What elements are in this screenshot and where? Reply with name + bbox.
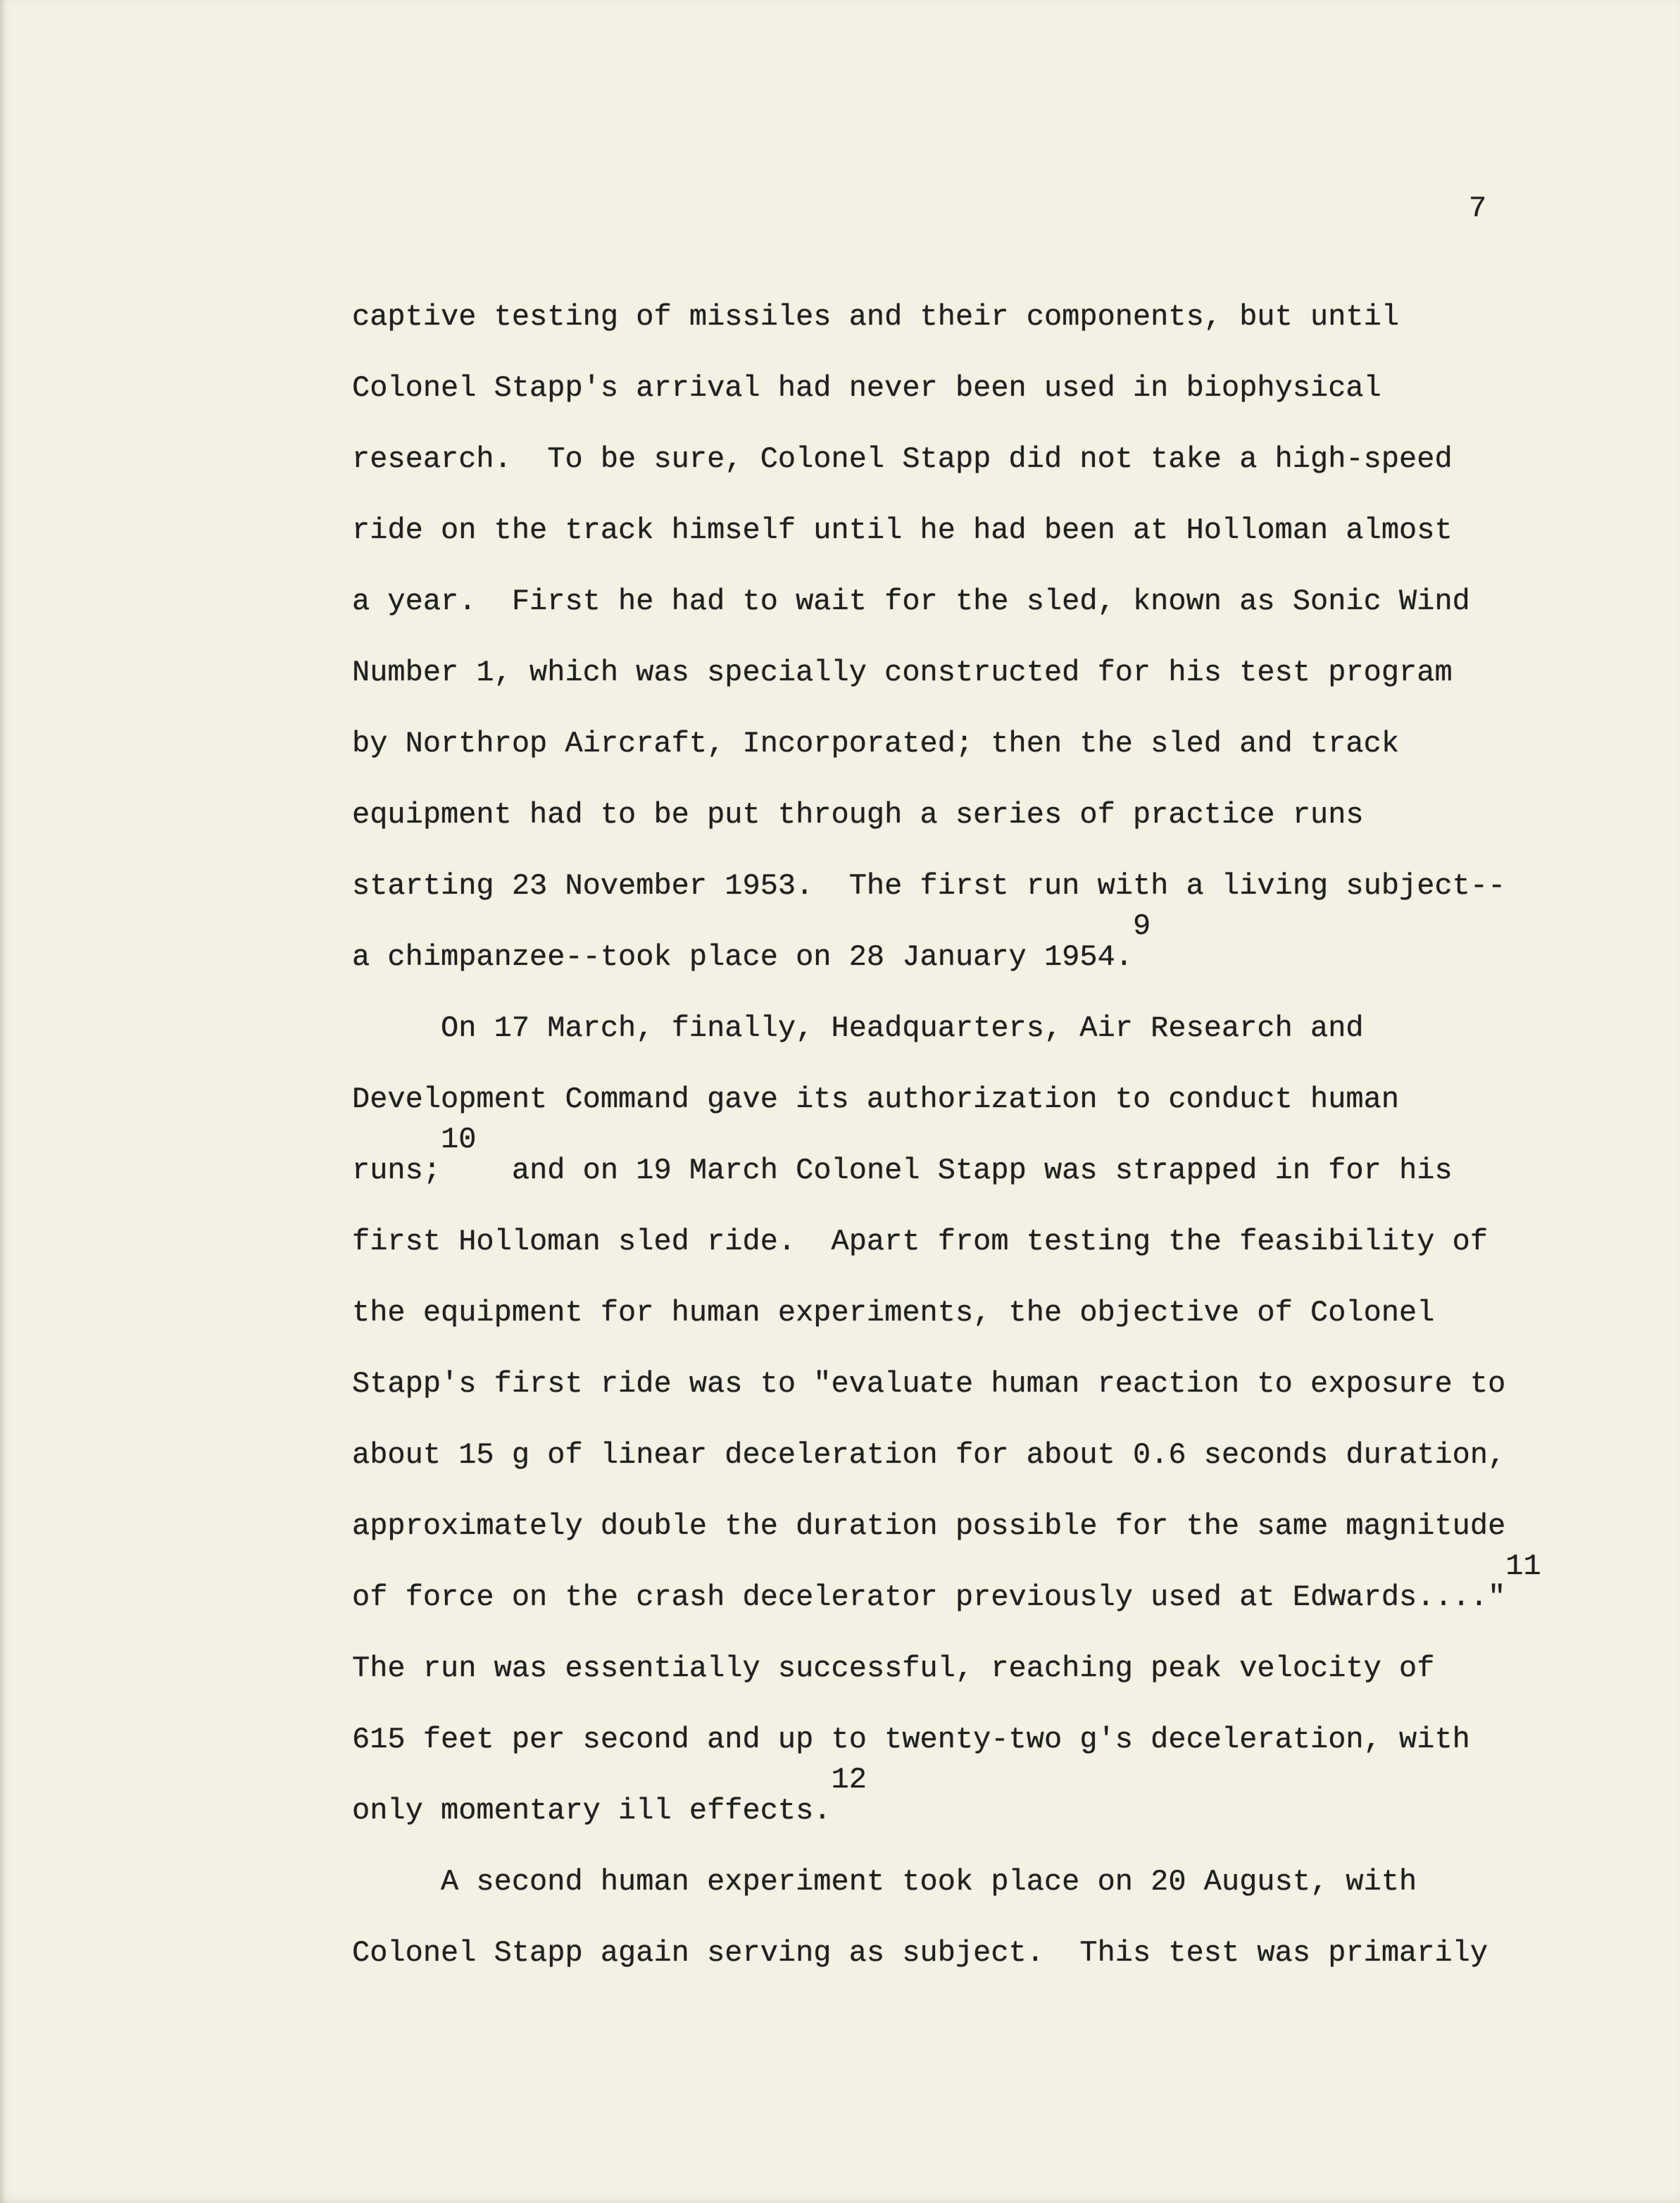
text-line <box>352 282 1563 353</box>
text-run: the equipment for human experiments, the objective of Colonel <box>352 1296 1435 1330</box>
footnote-ref: 10 <box>441 1122 477 1156</box>
text-run: Number 1, which was specially constructed for his test program <box>352 656 1453 689</box>
footnote-ref: 9 <box>1132 909 1151 943</box>
text-line <box>352 1122 1563 1206</box>
text-run: starting 23 November 1953. The first run with a living subject-- <box>352 869 1506 903</box>
text-run: The run was essentially successful, reaching peak velocity of <box>352 1652 1435 1685</box>
text-line <box>352 1633 1563 1704</box>
text-run: ride on the track himself until he had been at Holloman almost <box>352 513 1453 547</box>
text-run: Development Command gave its authorization to conduct human <box>352 1082 1400 1116</box>
text-line <box>352 424 1563 495</box>
footnote-ref: 12 <box>831 1762 867 1797</box>
text-run: equipment had to be put through a series of practice runs <box>352 798 1364 832</box>
text-run: a year. First he had to wait for the sled, known as Sonic Wind <box>352 585 1470 618</box>
text-run: only momentary ill effects. <box>352 1794 832 1828</box>
text-line <box>352 851 1563 922</box>
text-run: by Northrop Aircraft, Incorporated; then the sled and track <box>352 727 1400 761</box>
text-line <box>352 495 1563 566</box>
footnote-ref: 11 <box>1505 1549 1541 1583</box>
text-line <box>352 1918 1563 1989</box>
text-run: Colonel Stapp again serving as subject. This test was primarily <box>352 1936 1488 1970</box>
text-line <box>352 1704 1563 1775</box>
text-run: 615 feet per second and up to twenty-two g's deceleration, with <box>352 1723 1470 1756</box>
text-line <box>352 1206 1563 1278</box>
text-line <box>352 780 1563 851</box>
text-line <box>352 1847 1563 1918</box>
text-run: about 15 g of linear deceleration for about 0.6 seconds duration, <box>352 1438 1506 1472</box>
text-line <box>352 1549 1563 1633</box>
text-line <box>352 993 1563 1064</box>
text-line <box>352 1349 1563 1420</box>
document-body <box>352 282 1563 1989</box>
text-line <box>352 566 1563 637</box>
text-line <box>352 709 1563 780</box>
text-run: Stapp's first ride was to "evaluate human reaction to exposure to <box>352 1367 1506 1401</box>
text-line <box>352 909 1563 993</box>
text-run: On 17 March, finally, Headquarters, Air Research and <box>441 1011 1364 1045</box>
page-number: 7 <box>1469 192 1487 225</box>
text-run: first Holloman sled ride. Apart from testing the feasibility of <box>352 1225 1488 1259</box>
text-run: research. To be sure, Colonel Stapp did not take a high-speed <box>352 442 1453 476</box>
text-run: runs; <box>352 1154 441 1187</box>
text-run: a chimpanzee--took place on 28 January 1954. <box>352 940 1133 974</box>
text-run: captive testing of missiles and their components, but until <box>352 300 1400 334</box>
text-line <box>352 1762 1563 1847</box>
text-run: Colonel Stapp's arrival had never been used in biophysical <box>352 371 1381 405</box>
text-line <box>352 1064 1563 1135</box>
text-line <box>352 1420 1563 1491</box>
text-line <box>352 1491 1563 1562</box>
text-run: A second human experiment took place on 20 August, with <box>441 1865 1417 1899</box>
text-run: of force on the crash decelerator previously used at Edwards...." <box>352 1580 1506 1614</box>
text-line <box>352 637 1563 709</box>
text-line <box>352 1278 1563 1349</box>
text-line <box>352 353 1563 424</box>
text-run: and on 19 March Colonel Stapp was strapped in for his <box>476 1154 1453 1187</box>
text-run: approximately double the duration possible for the same magnitude <box>352 1509 1506 1543</box>
